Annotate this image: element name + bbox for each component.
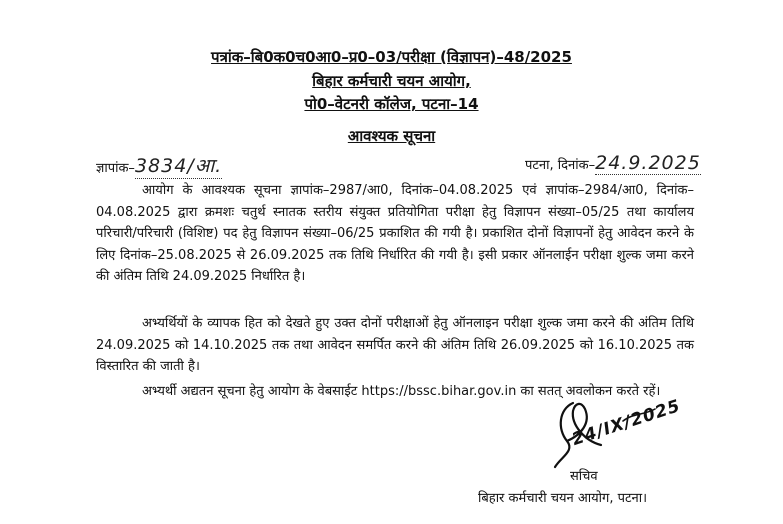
- paragraph-1: आयोग के आवश्यक सूचना ज्ञापांक–2987/आ0, दिनांक–04.08.2025 एवं ज्ञापांक–2984/आ0, दिनांक–04.08.2025 द्वारा क्रमशः चतुर्थ स्नातक स्तरीय संयुक्त प्रतियोगिता परीक्षा हेतु विज्ञापन संख्या–05/25 तथा कार्यालय परिचारी/परिचारी (विशिष्ट) पद हेतु विज्ञापन संख्या–06/25 प्रकाशित की गयी है। प्रकाशित दोनों विज्ञापनों हेतु आवेदन करने के लिए दिनांक–25.08.2025 से 26.09.2025 तक तिथि निर्धारित की गयी है। इसी प्रकार ऑनलाईन परीक्षा शुल्क जमा करने की अंतिम तिथि 24.09.2025 निर्धारित है।: [96, 183, 694, 285]
- designation: सचिव: [570, 469, 598, 484]
- organization-name: [0, 72, 783, 90]
- organization-address-text: पो0–वेटनरी कॉलेज, पटना–14: [304, 95, 479, 113]
- notice-title-text: आवश्यक सूचना: [347, 127, 436, 145]
- memo-reference: [96, 152, 222, 179]
- memo-date: [525, 152, 701, 175]
- memo-label: ज्ञापांक–: [96, 161, 135, 176]
- office-name: बिहार कर्मचारी चयन आयोग, पटना।: [478, 491, 648, 506]
- notice-title: [0, 127, 783, 145]
- memo-date-label: पटना, दिनांक–: [525, 158, 596, 173]
- organization-name-text: बिहार कर्मचारी चयन आयोग,: [312, 72, 471, 90]
- memo-date-handwritten: 24.9.2025: [595, 152, 701, 174]
- memo-number-handwritten: 3834/आ.: [135, 152, 222, 179]
- letter-number-text: पत्रांक–बि0क0च0आ0–प्र0–03/परीक्षा (विज्ञापन)–48/2025: [211, 48, 572, 66]
- organization-address: [0, 95, 783, 113]
- paragraph-2: अभ्यर्थियों के व्यापक हित को देखते हुए उक्त दोनों परीक्षाओं हेतु ऑनलाइन परीक्षा शुल्क जमा करने की अंतिम तिथि 24.09.2025 को 14.10.2025 तक तथा आवेदन समर्पित करने की अंतिम तिथि 26.09.2025 को 16.10.2025 तक विस्तारित की जाती है।: [96, 316, 694, 375]
- paragraph-3: अभ्यर्थी अद्यतन सूचना हेतु आयोग के वेबसाईट https://bssc.bihar.gov.in का सतत् अवलोकन करते रहें।: [142, 384, 661, 399]
- signature-date-handwritten: 24/IX/2025: [569, 396, 684, 450]
- letter-number-heading: [0, 48, 783, 66]
